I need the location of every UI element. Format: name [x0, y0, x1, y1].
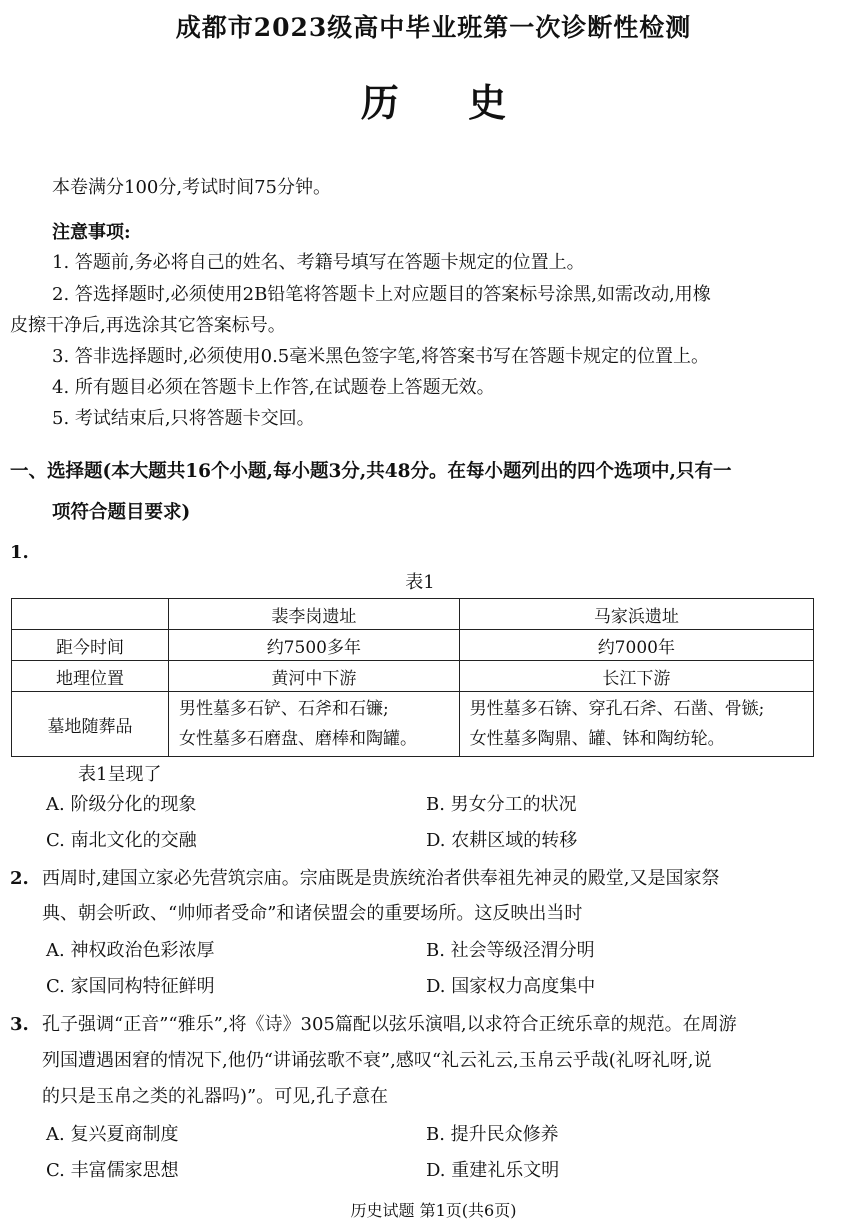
- table-cell: 黄河中下游: [169, 661, 460, 692]
- table-cell-line: 男性墓多石锛、穿孔石斧、石凿、骨镞;: [469, 699, 765, 719]
- section-heading: 一、选择题(本大题共16个小题,每小题3分,共48分。在每小题列出的四个选项中,只有一: [10, 461, 732, 482]
- table-row-label: 墓地随葬品: [12, 692, 169, 757]
- table-cell-line: 男性墓多石铲、石斧和石镰;: [179, 699, 389, 719]
- notice-item: 5. 考试结束后,只将答题卡交回。: [52, 408, 315, 429]
- question-stem: 典、朝会听政、“帅师者受命”和诸侯盟会的重要场所。这反映出当时: [42, 903, 583, 924]
- question-stem: 西周时,建国立家必先营筑宗庙。宗庙既是贵族统治者供奉祖先神灵的殿堂,又是国家祭: [42, 868, 720, 889]
- option-c: C. 家国同构特征鲜明: [46, 976, 215, 997]
- exam-title: 成都市2023级高中毕业班第一次诊断性检测: [175, 13, 692, 42]
- table-row: [12, 692, 814, 757]
- table-caption: 表1: [405, 572, 435, 593]
- notice-heading: 注意事项:: [52, 222, 131, 243]
- table-row: [12, 661, 814, 692]
- table-cell: [169, 692, 460, 757]
- option-d: D. 重建礼乐文明: [426, 1160, 560, 1181]
- question-number: 1.: [10, 542, 29, 563]
- table-row-label: 距今时间: [12, 630, 169, 661]
- question-number: 3.: [10, 1014, 29, 1035]
- question-stem: 表1呈现了: [78, 764, 162, 785]
- notice-item: 2. 答选择题时,必须使用2B铅笔将答题卡上对应题目的答案标号涂黑,如需改动,用橡: [52, 284, 711, 305]
- table-row-label: 地理位置: [12, 661, 169, 692]
- notice-item: 4. 所有题目必须在答题卡上作答,在试题卷上答题无效。: [52, 377, 495, 398]
- option-a: A. 阶级分化的现象: [46, 794, 197, 815]
- question-stem: 的只是玉帛之类的礼器吗)”。可见,孔子意在: [42, 1086, 388, 1107]
- option-b: B. 男女分工的状况: [426, 794, 577, 815]
- notice-item: 3. 答非选择题时,必须使用0.5毫米黑色签字笔,将答案书写在答题卡规定的位置上。: [52, 346, 709, 367]
- subject-title: 历 史: [360, 80, 535, 125]
- table-header-cell: 马家浜遗址: [459, 599, 813, 630]
- notice-item: 1. 答题前,务必将自己的姓名、考籍号填写在答题卡规定的位置上。: [52, 252, 585, 273]
- option-c: C. 丰富儒家思想: [46, 1160, 179, 1181]
- option-b: B. 社会等级泾渭分明: [426, 940, 595, 961]
- option-b: B. 提升民众修养: [426, 1124, 559, 1145]
- table-cell: 约7500多年: [169, 630, 460, 661]
- page-footer: 历史试题 第1页(共6页): [350, 1201, 517, 1220]
- table-header-row: [12, 599, 814, 630]
- table-cell: 约7000年: [459, 630, 813, 661]
- table-corner-cell: [12, 599, 169, 630]
- intro-text: 本卷满分100分,考试时间75分钟。: [52, 177, 331, 198]
- section-heading-cont: 项符合题目要求): [52, 502, 191, 523]
- table-cell: 长江下游: [459, 661, 813, 692]
- table-row: [12, 630, 814, 661]
- table-cell: [459, 692, 813, 757]
- table-cell-line: 女性墓多石磨盘、磨棒和陶罐。: [179, 729, 417, 749]
- notice-item: 皮擦干净后,再选涂其它答案标号。: [10, 315, 286, 336]
- question-number: 2.: [10, 868, 29, 889]
- option-c: C. 南北文化的交融: [46, 830, 197, 851]
- comparison-table: [11, 598, 814, 757]
- option-a: A. 复兴夏商制度: [46, 1124, 179, 1145]
- table-header-cell: 裴李岗遗址: [169, 599, 460, 630]
- option-a: A. 神权政治色彩浓厚: [46, 940, 215, 961]
- option-d: D. 农耕区域的转移: [426, 830, 578, 851]
- question-stem: 列国遭遇困窘的情况下,他仍“讲诵弦歌不衰”,感叹“礼云礼云,玉帛云乎哉(礼呀礼呀,说: [42, 1050, 712, 1071]
- question-stem: 孔子强调“正音”“雅乐”,将《诗》305篇配以弦乐演唱,以求符合正统乐章的规范。在周游: [42, 1014, 737, 1035]
- option-d: D. 国家权力高度集中: [426, 976, 596, 997]
- table-cell-line: 女性墓多陶鼎、罐、钵和陶纺轮。: [469, 729, 725, 749]
